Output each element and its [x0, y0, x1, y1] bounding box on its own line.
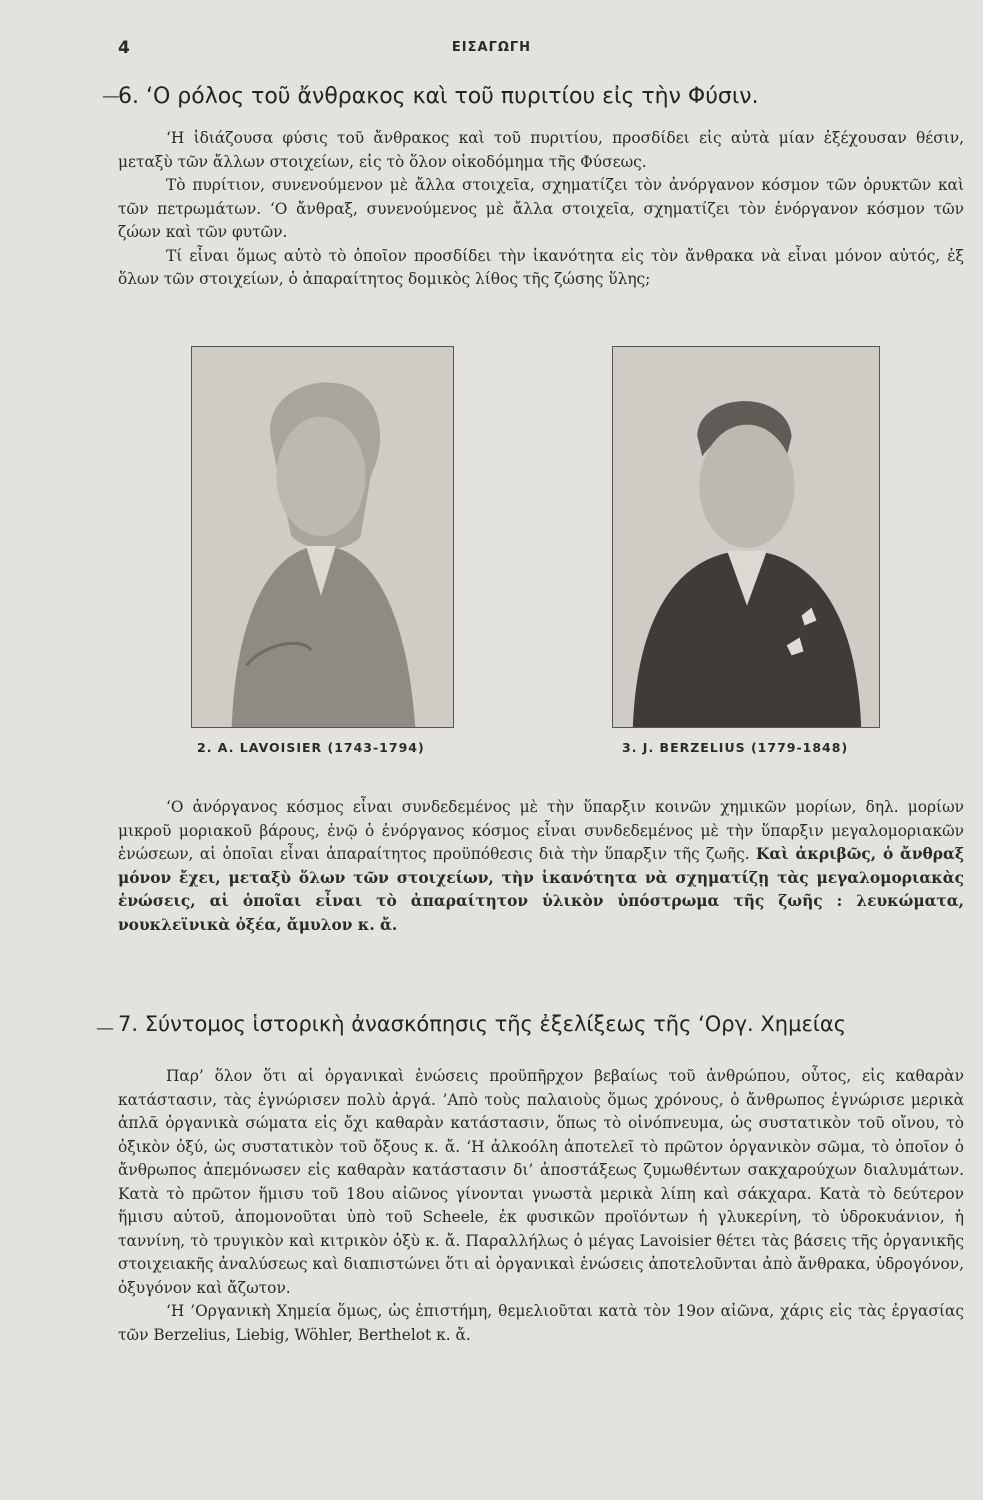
running-head: ΕΙΣΑΓΩΓΗ	[451, 40, 532, 55]
page-number: 4	[118, 38, 130, 58]
paragraph-4-text: ‘Ο ἀνόργανος κόσμος εἶναι συνδεδεμένος μὲ τὴν ὕπαρξιν κοινῶν χημικῶν μορίων, δηλ. μορίων μικροῦ μοριακοῦ βάρους, ἐνῷ ὁ ἐνόργανος κόσμος εἶναι συνδεδεμένος μὲ τὴν ὕπαρξιν μεγαλομοριακῶν ἑνώσεων, αἱ ὁποῖαι εἶναι ἀπαραίτητος προϋπόθεσις διὰ τὴν ὕπαρξιν τῆς ζωῆς.	[118, 798, 964, 863]
figure-berzelius-portrait	[612, 346, 880, 728]
paragraph-3: Τί εἶναι ὅμως αὐτὸ τὸ ὁποῖον προσδίδει τὴν ἱκανότητα εἰς τὸν ἄνθρακα νὰ εἶναι μόνον αὐτός, ἐξ ὅλων τῶν στοιχείων, ὁ ἀπαραίτητος δομικὸς λίθος τῆς ζώσης ὕλης;	[118, 246, 964, 288]
paragraph-1: ‘Η ἰδιάζουσα φύσις τοῦ ἄνθρακος καὶ τοῦ πυριτίου, προσδίδει εἰς αὐτὰ μίαν ἐξέχουσαν θέσιν, μεταξὺ τῶν ἄλλων στοιχείων, εἰς τὸ ὅλον οἰκοδόμημα τῆς Φύσεως.	[118, 129, 964, 171]
figure-caption-lavoisier: 2. A. LAVOISIER (1743-1794)	[197, 740, 425, 755]
paragraph-4-bold-text: Καὶ ἀκριβῶς, ὁ ἄνθραξ μόνον ἔχει, μεταξὺ ὅλων τῶν στοιχείων, τὴν ἱκανότητα νὰ σχηματίζῃ τὰς μεγαλομοριακὰς ἑνώσεις, αἱ ὁποῖαι εἶναι τὸ ἀπαραίτητον ὑλικὸν ὑπόστρωμα τῆς ζωῆς : λευκώματα, νουκλεϊνικὰ ὀξέα, ἄμυλον κ. ἄ.	[118, 845, 964, 934]
figure-lavoisier-portrait	[191, 346, 454, 728]
section-6-text	[118, 127, 964, 292]
paragraph-2: Τὸ πυρίτιον, συνενούμενον μὲ ἄλλα στοιχεῖα, σχηματίζει τὸν ἀνόργανον κόσμον τῶν ὀρυκτῶν καὶ τῶν πετρωμάτων. ‘Ο ἄνθραξ, συνενούμενος μὲ ἄλλα στοιχεῖα, σχηματίζει τὸν ἐνόργανον κόσμον τῶν ζώων καὶ τῶν φυτῶν.	[118, 176, 964, 241]
figure-caption-berzelius: 3. J. BERZELIUS (1779-1848)	[622, 740, 849, 755]
section-7-marker: —	[96, 1018, 114, 1039]
section-7-text	[118, 1065, 964, 1347]
page-header	[0, 38, 983, 60]
section-6-marker: —	[102, 86, 120, 107]
lavoisier-portrait-image	[191, 346, 454, 728]
paragraph-6: ‘Η ’Οργανικὴ Χημεία ὅμως, ὡς ἐπιστήμη, θεμελιοῦται κατὰ τὸν 19ον αἰῶνα, χάρις εἰς τὰς ἐργασίας τῶν Berzelius, Liebig, Wöhler, Berthelot κ. ἄ.	[118, 1302, 964, 1344]
section-7-heading: 7. Σύντομος ἱστορικὴ ἀνασκόπησις τῆς ἐξελίξεως τῆς ‘Οργ. Χημείας	[118, 1012, 847, 1036]
paragraph-4	[118, 796, 964, 937]
paragraph-5: Παρ’ ὅλον ὅτι αἱ ὀργανικαὶ ἑνώσεις προϋπῆρχον βεβαίως τοῦ ἀνθρώπου, οὗτος, εἰς καθαρὰν κατάστασιν, τὰς ἐγνώρισεν πολὺ ἀργά. ’Απὸ τοὺς παλαιοὺς ὅμως χρόνους, ὁ ἄνθρωπος ἐγνώρισε μερικὰ ἁπλᾶ ὀργανικὰ σώματα εἰς ὄχι καθαρὰν κατάστασιν, ὅπως τὸ οἰνόπνευμα, ὡς συστατικὸν τοῦ οἴνου, τὸ ὀξικὸν ὀξύ, ὡς συστατικὸν τοῦ ὄξους κ. ἄ. ‘Η ἀλκοόλη ἀποτελεῖ τὸ πρῶτον ὀργανικὸν σῶμα, τὸ ὁποῖον ὁ ἄνθρωπος ἀπεμόνωσεν εἰς καθαρὰν κατάστασιν δι’ ἀποστάξεως ζυμωθέντων σακχαρούχων διαλυμάτων. Κατὰ τὸ πρῶτον ἥμισυ τοῦ 18ου αἰῶνος γίνονται γνωστὰ μερικὰ λίπη καὶ σάκχαρα. Κατὰ τὸ δεύτερον ἥμισυ αὐτοῦ, ἀπομονοῦται ὑπὸ τοῦ Scheele, ἐκ φυσικῶν προϊόντων ἡ γλυκερίνη, τὸ ὑδροκυάνιον, ἡ ταννίνη, τὸ τρυγικὸν καὶ κιτρικὸν ὀξὺ κ. ἄ. Παραλλήλως ὁ μέγας Lavoisier θέτει τὰς βάσεις τῆς ὀργανικῆς στοιχειακῆς ἀναλύσεως καὶ διαπιστώνει ὅτι αἱ ὀργανικαὶ ἑνώσεις ἀποτελοῦνται ἀπὸ ἄνθρακα, ὑδρογόνον, ὀξυγόνον καὶ ἄζωτον.	[118, 1067, 964, 1297]
section-6-heading: 6. ‘Ο ρόλος τοῦ ἄνθρακος καὶ τοῦ πυριτίου εἰς τὴν Φύσιν.	[118, 84, 759, 109]
berzelius-portrait-image	[612, 346, 880, 728]
